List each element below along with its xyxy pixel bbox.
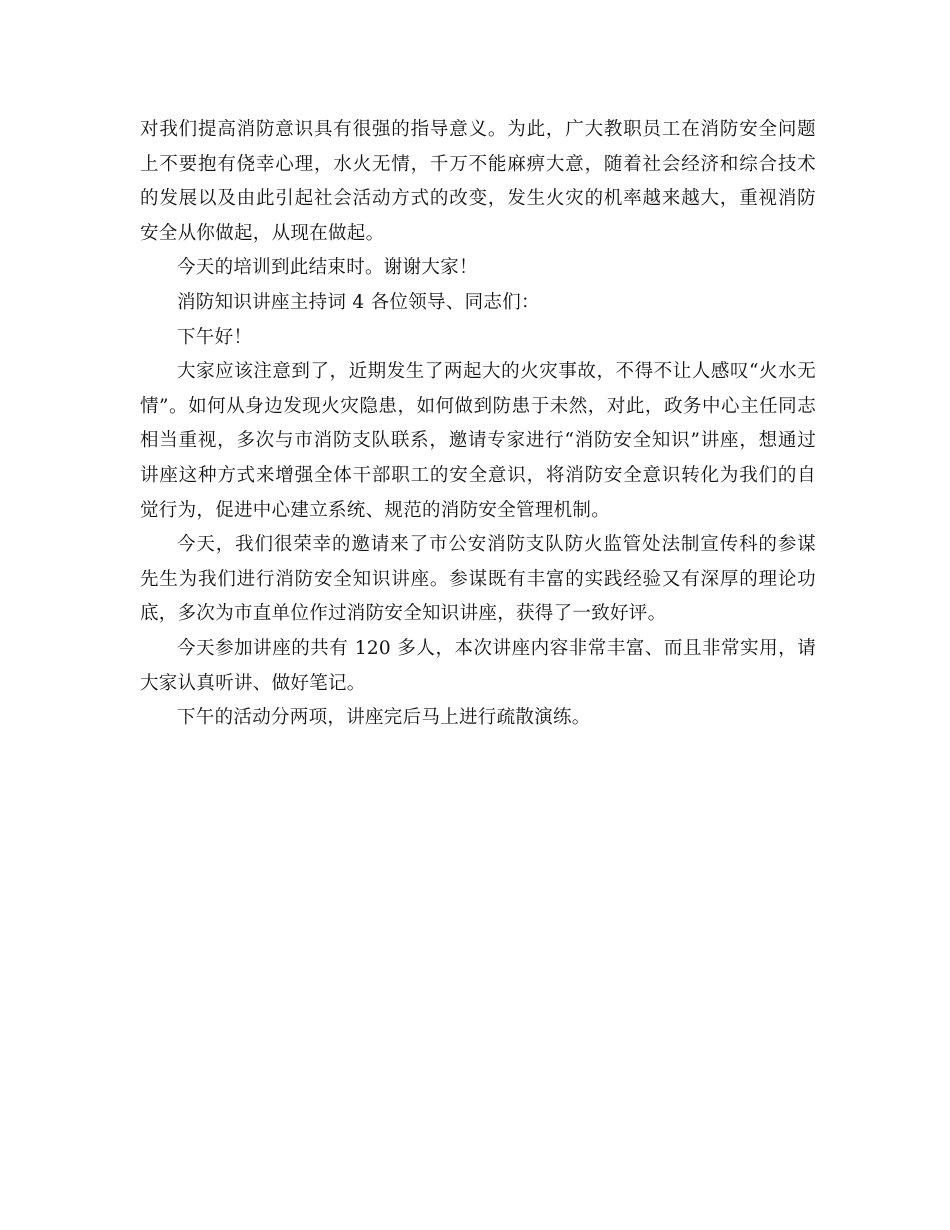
- paragraph-4: 下午好！: [177, 326, 253, 348]
- paragraph-3: 消防知识讲座主持词 4 各位领导、同志们：: [177, 291, 540, 313]
- document-body: [140, 113, 816, 736]
- paragraph-8: 下午的活动分两项，讲座完后马上进行疏散演练。: [177, 707, 591, 729]
- paragraph-5: 大家应该注意到了，近期发生了两起大的火灾事故，不得不让人感叹“火水无情”。如何从身边发现火灾隐患，如何做到防患于未然，对此，政务中心主任同志相当重视，多次与市消防支队联系，邀请专家进行“消防安全知识”讲座，想通过讲座这种方式来增强全体干部职工的安全意识，将消防安全意识转化为我们的自觉行为，促进中心建立系统、规范的消防安全管理机制。: [140, 361, 816, 521]
- paragraph-6: 今天，我们很荣幸的邀请来了市公安消防支队防火监管处法制宣传科的参谋先生为我们进行消防安全知识讲座。参谋既有丰富的实践经验又有深厚的理论功底，多次为市直单位作过消防安全知识讲座，获得了一致好评。: [140, 534, 816, 625]
- paragraph-2: 今天的培训到此结束时。谢谢大家！: [177, 257, 478, 279]
- paragraph-7: 今天参加讲座的共有 120 多人，本次讲座内容非常丰富、而且非常实用，请大家认真听讲、做好笔记。: [140, 637, 816, 694]
- paragraph-1: 对我们提高消防意识具有很强的指导意义。为此，广大教职员工在消防安全问题上不要抱有侥幸心理，水火无情，千万不能麻痹大意，随着社会经济和综合技术的发展以及由此引起社会活动方式的改变，发生火灾的机率越来越大，重视消防安全从你做起，从现在做起。: [140, 119, 816, 244]
